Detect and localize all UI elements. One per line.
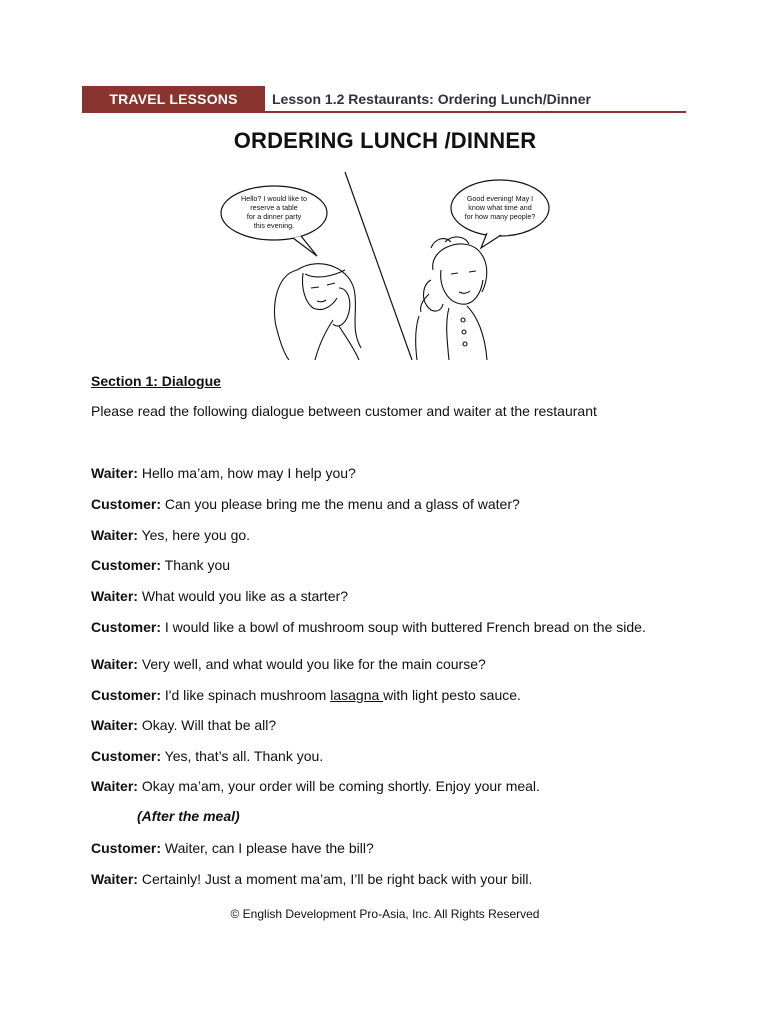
header-divider — [82, 111, 686, 113]
line-text: with light pesto sauce. — [383, 687, 521, 703]
line-text: Very well, and what would you like for the main course? — [137, 656, 486, 672]
customer-figure — [274, 264, 361, 360]
dialogue-line — [91, 464, 671, 482]
speaker-label: Waiter: — [91, 656, 138, 672]
vocabulary-word: lasagna — [330, 687, 384, 703]
dialogue-line — [91, 839, 671, 857]
customer-bubble-line: Hello? I would like to — [241, 194, 307, 203]
line-text: Yes, that’s all. Thank you. — [161, 748, 324, 764]
copyright-footer: © English Development Pro-Asia, Inc. All Rights Reserved — [230, 907, 540, 921]
speaker-label: Waiter: — [91, 527, 138, 543]
lesson-subtitle: Lesson 1.2 Restaurants: Ordering Lunch/Dinner — [272, 90, 591, 107]
line-text: Certainly! Just a moment ma’am, I’ll be right back with your bill. — [137, 871, 533, 887]
line-text: Waiter, can I please have the bill? — [161, 840, 374, 856]
waiter-bubble-line: Good evening! May I — [466, 194, 534, 203]
line-text: Hello ma’am, how may I help you? — [137, 465, 356, 481]
customer-speech-bubble — [221, 186, 327, 256]
waiter-bubble-line: for how many people? — [464, 212, 536, 221]
waiter-bubble-line: know what time and — [468, 203, 532, 212]
customer-bubble-line: reserve a table — [250, 203, 298, 212]
speaker-label: Customer: — [91, 557, 162, 573]
customer-bubble-line: this evening. — [253, 221, 295, 230]
line-text: I would like a bowl of mushroom soup with buttered French bread on the side. — [161, 619, 646, 635]
line-text: Can you please bring me the menu and a glass of water? — [161, 496, 520, 512]
lesson-header — [82, 86, 686, 113]
speaker-label: Customer: — [91, 687, 162, 703]
speaker-label: Waiter: — [91, 717, 138, 733]
line-text: What would you like as a starter? — [137, 588, 349, 604]
phone-call-illustration — [205, 170, 565, 360]
speaker-label: Waiter: — [91, 871, 138, 887]
speaker-label: Waiter: — [91, 588, 138, 604]
dialogue-line — [91, 777, 671, 795]
dialogue-line — [91, 747, 671, 765]
dialogue-line — [91, 716, 671, 734]
line-text: Okay. Will that be all? — [137, 717, 277, 733]
stage-direction: (After the meal) — [137, 808, 240, 824]
dialogue-line — [91, 655, 671, 673]
speaker-label: Waiter: — [91, 465, 138, 481]
waiter-speech-bubble — [451, 180, 549, 248]
section-title: Section 1: Dialogue — [91, 373, 221, 389]
line-text: Thank you — [161, 557, 231, 573]
section-instructions: Please read the following dialogue between customer and waiter at the restaurant — [91, 403, 597, 419]
travel-lessons-tag: TRAVEL LESSONS — [82, 86, 265, 111]
line-text: Okay ma’am, your order will be coming shortly. Enjoy your meal. — [137, 778, 540, 794]
dialogue-line — [91, 495, 671, 513]
speaker-label: Customer: — [91, 496, 162, 512]
dialogue-line — [91, 587, 671, 605]
dialogue-line — [91, 556, 671, 574]
speaker-label: Customer: — [91, 619, 162, 635]
dialogue-line — [91, 526, 671, 544]
waiter-figure — [416, 237, 487, 360]
line-text: Yes, here you go. — [137, 527, 251, 543]
dialogue-line — [91, 618, 661, 636]
speaker-label: Customer: — [91, 748, 162, 764]
customer-bubble-line: for a dinner party — [246, 212, 302, 221]
line-text: I'd like spinach mushroom — [161, 687, 331, 703]
dialogue-line — [91, 686, 671, 704]
dialogue-line — [91, 870, 671, 888]
speaker-label: Waiter: — [91, 778, 138, 794]
page-title: ORDERING LUNCH /DINNER — [233, 128, 537, 153]
speaker-label: Customer: — [91, 840, 162, 856]
